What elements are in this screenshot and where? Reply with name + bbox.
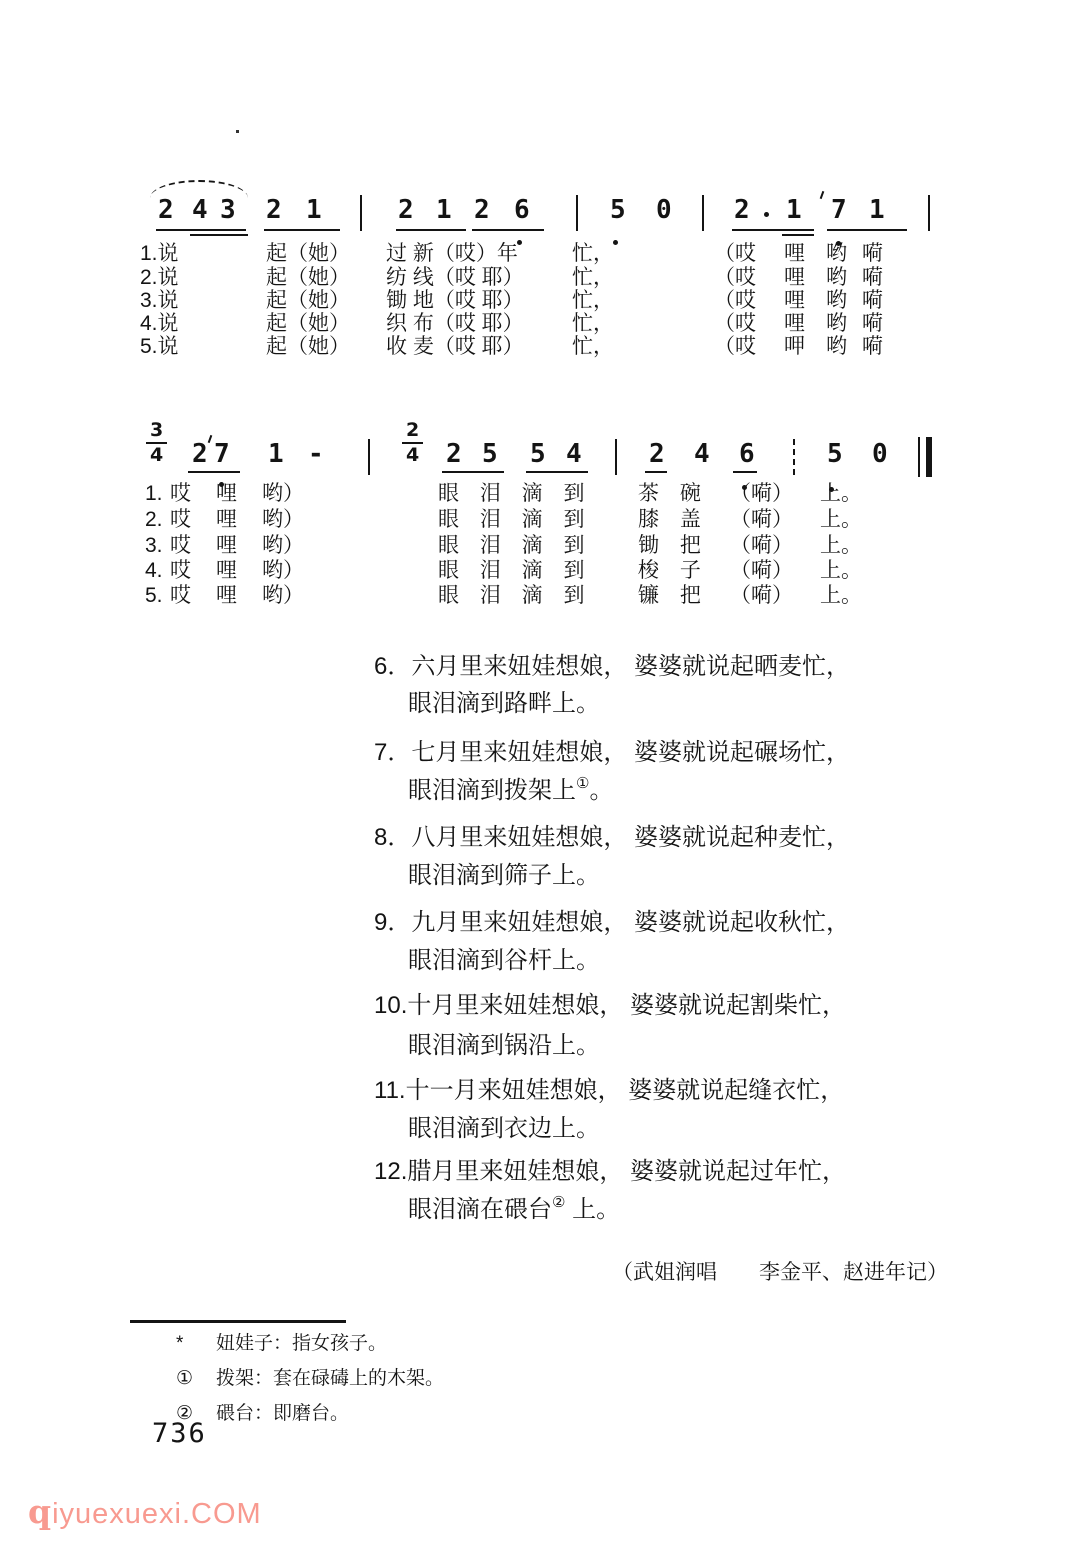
note: - — [308, 439, 324, 469]
note: 6 — [514, 195, 530, 225]
lyric-cell: 茶 碗 — [638, 482, 701, 505]
lyric-cell: 呷 — [784, 335, 805, 358]
verse-text: 上。 — [565, 1196, 621, 1223]
lyric-cell: 忙， — [572, 266, 614, 289]
footnote-ref: ② — [552, 1194, 566, 1211]
lyric-cell: 锄 把 — [638, 534, 701, 557]
lyric-cell: 哎 — [170, 508, 191, 531]
beam-line — [827, 229, 907, 231]
verse-line: 8．八月里来妞娃想娘， 婆婆就说起种麦忙， — [374, 824, 851, 851]
note: 7 — [831, 195, 847, 225]
lyric-cell: （哎 — [714, 312, 756, 335]
verse-text: 眼泪滴到筛子上。 — [408, 862, 600, 889]
verse-text: 。 — [589, 777, 614, 804]
verse-line — [408, 1034, 600, 1058]
note: 5 — [610, 195, 626, 225]
verse-line — [408, 864, 600, 888]
lyric-cell: 哟） — [262, 482, 304, 505]
lyric-cell: 嗬 — [862, 242, 883, 265]
lyric-cell: 嗬 — [862, 335, 883, 358]
beam-line — [733, 471, 757, 473]
lyric-cell: 5. — [145, 584, 163, 607]
lyric-cell: 上。 — [820, 559, 862, 582]
lyric-cell: （嗬） — [730, 559, 793, 582]
verse-line — [408, 1194, 621, 1223]
grace-tick — [820, 191, 825, 199]
note: 2 — [446, 439, 462, 469]
note: 1 — [436, 195, 452, 225]
note: 2 — [266, 195, 282, 225]
verse-line — [408, 1117, 600, 1141]
lyric-cell: 哎 — [170, 482, 191, 505]
lyric-cell: 哟 — [826, 335, 847, 358]
note: 1 — [268, 439, 284, 469]
note: 6 — [739, 439, 755, 469]
lyric-cell: （哎 — [714, 289, 756, 312]
watermark-initial: q — [28, 1492, 53, 1531]
verse-text: 眼泪滴到拨架上 — [408, 777, 576, 804]
lyric-cell: （嗬） — [730, 584, 793, 607]
lyric-cell: 起（她） — [266, 289, 350, 312]
verse-text: 眼泪滴在碨台 — [408, 1196, 552, 1223]
lyric-cell: 忙， — [572, 335, 614, 358]
lyric-cell: 哟 — [826, 312, 847, 335]
lyric-cell: 忙， — [572, 289, 614, 312]
lyric-cell: 眼 泪 滴 到 — [438, 508, 585, 531]
verse-line: 12.腊月里来妞娃想娘， 婆婆就说起过年忙， — [374, 1158, 847, 1185]
lyric-cell: 眼 泪 滴 到 — [438, 482, 585, 505]
augmentation-dot — [764, 212, 769, 217]
lyric-cell: 嗬 — [862, 312, 883, 335]
lyric-cell: 1.说 — [140, 242, 179, 265]
lyric-cell: 嗬 — [862, 289, 883, 312]
verse-line: 11.十一月来妞娃想娘， 婆婆就说起缝衣忙， — [374, 1077, 845, 1104]
lyric-cell: （哎 — [714, 242, 756, 265]
beam-line — [190, 234, 248, 236]
lyric-cell: （嗬） — [730, 534, 793, 557]
beam-line — [472, 229, 544, 231]
lyric-cell: 镰 把 — [638, 584, 701, 607]
barline — [615, 439, 617, 475]
note: 5 — [482, 439, 498, 469]
time-signature — [146, 420, 167, 465]
verse-line: 6．六月里来妞娃想娘， 婆婆就说起晒麦忙， — [374, 653, 851, 680]
beam-line — [188, 471, 240, 473]
lyric-cell: 3.说 — [140, 289, 179, 312]
beam-line — [442, 471, 504, 473]
lyric-cell: 3. — [145, 534, 163, 557]
note: 1 — [306, 195, 322, 225]
page-number: 736 — [152, 1418, 207, 1449]
lyric-cell: 哎 — [170, 584, 191, 607]
footnote-marker: ① — [176, 1368, 194, 1389]
barline — [928, 195, 930, 231]
verse-line — [408, 949, 600, 973]
beam-line — [396, 229, 466, 231]
lyric-cell: 哩 — [784, 242, 805, 265]
footnote-ref: ① — [576, 775, 590, 792]
time-signature — [402, 420, 423, 465]
verse-text: 眼泪滴到衣边上。 — [408, 1115, 600, 1142]
lyric-cell: 哟 — [826, 266, 847, 289]
lyric-cell: 膝 盖 — [638, 508, 701, 531]
note: 2 — [398, 195, 414, 225]
lyric-cell: 5.说 — [140, 335, 179, 358]
note: 2 — [192, 439, 208, 469]
lyric-cell: 哟） — [262, 534, 304, 557]
watermark — [28, 1492, 262, 1531]
beam-line — [782, 234, 814, 236]
note: 4 — [694, 439, 710, 469]
note: 2 — [649, 439, 665, 469]
lyric-cell: 哟 — [826, 289, 847, 312]
lyric-cell: 哟） — [262, 559, 304, 582]
note: 3 — [220, 195, 236, 225]
lyric-cell: 1. — [145, 482, 163, 505]
lyric-cell: 起（她） — [266, 312, 350, 335]
beam-line — [526, 471, 588, 473]
lyric-cell: 上。 — [820, 534, 862, 557]
note: 5 — [827, 439, 843, 469]
footnote-text: 拨架：套在碌碡上的木架。 — [216, 1368, 445, 1389]
footnote-marker: * — [176, 1333, 184, 1354]
watermark-text: iyuexuexi.COM — [52, 1498, 262, 1530]
barline — [576, 195, 578, 231]
lyric-cell: 哟） — [262, 584, 304, 607]
note: 1 — [786, 195, 802, 225]
barline — [360, 195, 362, 231]
lyric-cell: 4. — [145, 559, 163, 582]
lyric-cell: 哩 — [784, 312, 805, 335]
lyric-cell: 嗬 — [862, 266, 883, 289]
note: 2 — [158, 195, 174, 225]
lyric-cell: 织 布（哎 耶） — [386, 312, 524, 335]
verse-line — [408, 775, 614, 804]
lyric-cell: 上。 — [820, 508, 862, 531]
footnote-separator — [130, 1320, 346, 1323]
time-signature-numerator: 3 — [146, 420, 167, 444]
lyric-cell: 哟 — [826, 242, 847, 265]
lyric-cell: 哩 — [784, 266, 805, 289]
lyric-cell: （嗬） — [730, 482, 793, 505]
note: 2 — [734, 195, 750, 225]
verse-line: 9．九月里来妞娃想娘， 婆婆就说起收秋忙， — [374, 909, 851, 936]
lyric-cell: 忙， — [572, 312, 614, 335]
note: 2 — [474, 195, 490, 225]
verse-line — [408, 692, 600, 716]
barline — [793, 439, 797, 475]
lyric-cell: 4.说 — [140, 312, 179, 335]
lyric-cell: 2.说 — [140, 266, 179, 289]
note: 4 — [192, 195, 208, 225]
beam-line — [732, 229, 814, 231]
note: 1 — [869, 195, 885, 225]
footnote-marker: ② — [176, 1403, 194, 1424]
beam-line — [264, 229, 340, 231]
lyric-cell: 哩 — [216, 508, 237, 531]
verse-line: 7．七月里来妞娃想娘， 婆婆就说起碾场忙， — [374, 739, 851, 766]
final-barline — [926, 437, 932, 477]
barline — [702, 195, 704, 231]
lyric-cell: （哎 — [714, 335, 756, 358]
lyric-cell: （嗬） — [730, 508, 793, 531]
verse-text: 眼泪滴到谷杆上。 — [408, 947, 600, 974]
note: 0 — [872, 439, 888, 469]
lyric-cell: 眼 泪 滴 到 — [438, 534, 585, 557]
time-signature-numerator: 2 — [402, 420, 423, 444]
lyric-cell: 眼 泪 滴 到 — [438, 559, 585, 582]
note: 0 — [656, 195, 672, 225]
lyric-cell: （哎 — [714, 266, 756, 289]
lyric-cell: 哩 — [784, 289, 805, 312]
lyric-cell: 起（她） — [266, 242, 350, 265]
barline — [368, 439, 370, 475]
verse-text: 眼泪滴到路畔上。 — [408, 690, 600, 717]
note: 7 — [214, 439, 230, 469]
lyric-cell: 上。 — [820, 482, 862, 505]
time-signature-denominator: 4 — [406, 444, 420, 466]
lyric-cell: 哎 — [170, 559, 191, 582]
lyric-cell: 哎 — [170, 534, 191, 557]
lyric-cell: 哩 — [216, 559, 237, 582]
lyric-cell: 哩 — [216, 534, 237, 557]
attribution: （武姐润唱 李金平、赵进年记） — [612, 1261, 948, 1284]
footnote-text: 碨台：即磨台。 — [216, 1403, 350, 1424]
lyric-cell: 锄 地（哎 耶） — [386, 289, 524, 312]
lyric-cell: 上。 — [820, 584, 862, 607]
lyric-cell: 起（她） — [266, 266, 350, 289]
lyric-cell: 2. — [145, 508, 163, 531]
verse-text: 眼泪滴到锅沿上。 — [408, 1032, 600, 1059]
final-barline — [918, 437, 920, 477]
note: 5 — [530, 439, 546, 469]
lyric-cell: 起（她） — [266, 335, 350, 358]
lyric-cell: 过 新（哎）年 — [386, 242, 518, 265]
verse-line: 10.十月里来妞娃想娘， 婆婆就说起割柴忙， — [374, 992, 847, 1019]
lyric-cell: 忙， — [572, 242, 614, 265]
lyric-cell: 哟） — [262, 508, 304, 531]
lyric-cell: 哩 — [216, 482, 237, 505]
lyric-cell: 收 麦（哎 耶） — [386, 335, 524, 358]
beam-line — [156, 229, 246, 231]
time-signature-denominator: 4 — [150, 444, 164, 466]
scan-speck — [236, 130, 239, 133]
lyric-cell: 梭 子 — [638, 559, 701, 582]
footnote-text: 妞娃子：指女孩子。 — [216, 1333, 388, 1354]
note: 4 — [566, 439, 582, 469]
lyric-cell: 哩 — [216, 584, 237, 607]
grace-tick — [208, 435, 213, 443]
beam-line — [645, 471, 667, 473]
lyric-cell: 眼 泪 滴 到 — [438, 584, 585, 607]
lyric-cell: 纺 线（哎 耶） — [386, 266, 524, 289]
